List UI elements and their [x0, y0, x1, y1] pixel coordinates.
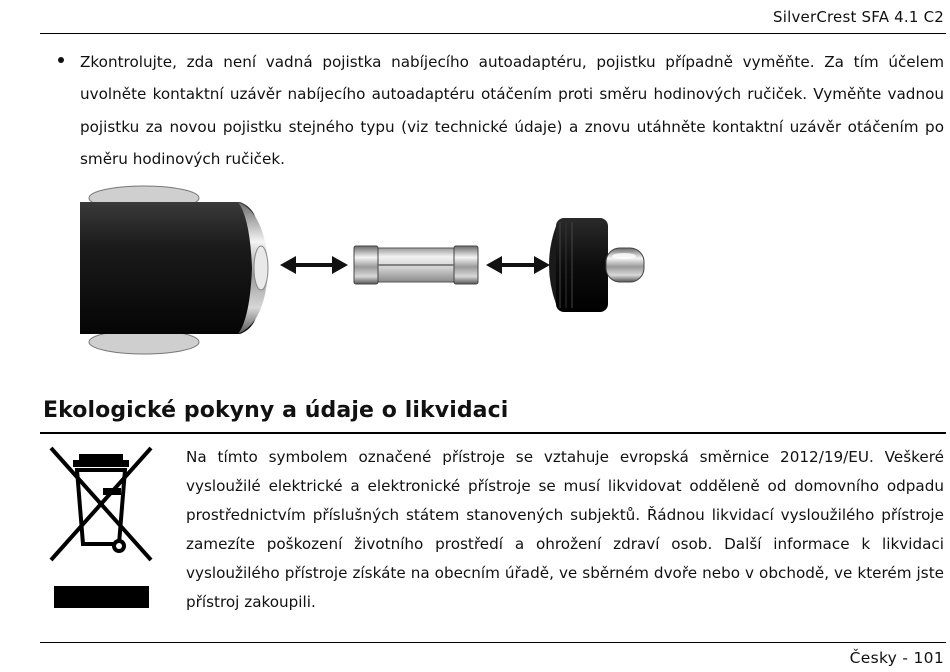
page-number: Česky - 101 — [849, 649, 944, 667]
bullet-icon — [58, 57, 64, 63]
left-double-arrow-icon — [280, 256, 348, 274]
car-adapter-plug-icon — [80, 186, 268, 354]
footer-divider — [40, 642, 946, 643]
document-header: SilverCrest SFA 4.1 C2 — [773, 8, 944, 26]
disposal-info-text: Na tímto symbolem označené přístroje se vztahuje evropská směrnice 2012/19/EU. Veškeré vysloužilé elektrické a elektronické přístroje se musí likvidovat odděleně od domovního odpadu prostřednictvím příslušných státem stanovených subjektů. Řádnou likvidací vysloužilého přístroje zamezíte poškození životního prostředí a ohrožení zdraví osob. Další informace k likvidaci vysloužilého přístroje získáte na obecním úřadě, ve sběrném dvoře nebo v obchodě, ve kterém jste přístroj zakoupili. — [186, 448, 944, 611]
weee-underline-bar — [54, 586, 149, 608]
glass-fuse-icon — [354, 246, 478, 284]
instruction-bullet — [58, 46, 944, 176]
contact-cap-icon — [549, 218, 644, 312]
fuse-replacement-illustration — [70, 178, 670, 366]
crossed-out-wheelie-bin-icon — [43, 442, 159, 566]
header-divider — [40, 33, 946, 34]
instruction-text: Zkontrolujte, zda není vadná pojistka nabíjecího autoadaptéru, pojistku případně vyměňte. Za tím účelem uvolněte kontaktní uzávěr nabíjecího autoadaptéru otáčením proti směru hodinových ručiček. Vyměňte vadnou pojistku za novou pojistku stejného typu (viz technické údaje) a znovu utáhněte kontaktní uzávěr otáčením po směru hodinových ručiček. — [80, 53, 944, 169]
section-title: Ekologické pokyny a údaje o likvidaci — [43, 398, 509, 423]
section-divider — [40, 432, 946, 434]
right-double-arrow-icon — [486, 256, 550, 274]
